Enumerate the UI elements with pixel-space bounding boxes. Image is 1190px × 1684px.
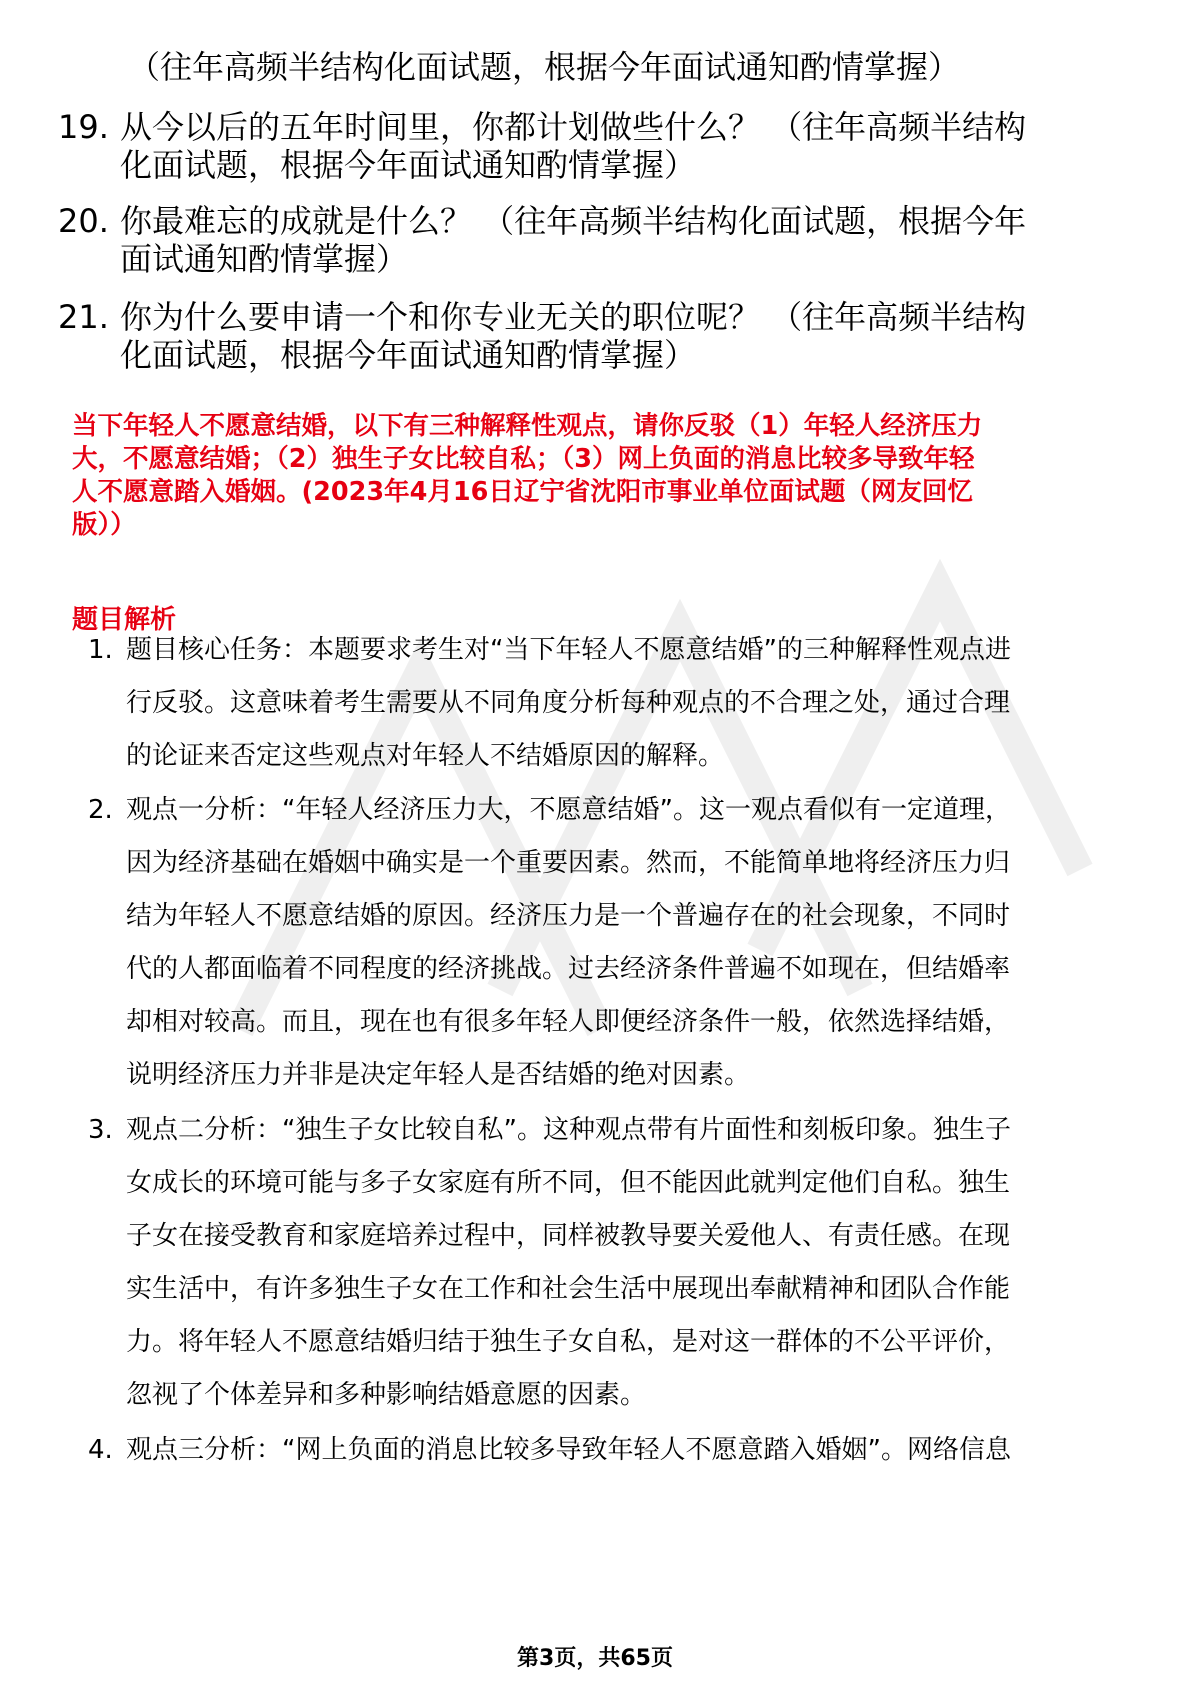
featured-question-line: 人不愿意踏入婚姻。(2023年4月16日辽宁省沈阳市事业单位面试题（网友回忆 (72, 477, 973, 507)
featured-question-line: 当下年轻人不愿意结婚，以下有三种解释性观点，请你反驳（1）年轻人经济压力 (72, 411, 983, 441)
analysis-item-line: 却相对较高。而且，现在也有很多年轻人即便经济条件一般，依然选择结婚， (126, 1007, 1011, 1037)
analysis-item-number: 1. (88, 635, 113, 665)
question-number: 21. (58, 298, 109, 336)
analysis-item-line: 女成长的环境可能与多子女家庭有所不同，但不能因此就判定他们自私。独生 (126, 1168, 1011, 1198)
question-line: 化面试题，根据今年面试通知酌情掌握） (120, 336, 697, 374)
analysis-item-number: 3. (88, 1115, 113, 1145)
question-number: 19. (58, 108, 109, 146)
analysis-item-line: 代的人都面临着不同程度的经济挑战。过去经济条件普遍不如现在，但结婚率 (126, 954, 1011, 984)
analysis-heading: 题目解析 (72, 605, 177, 635)
featured-question-line: 版）） (72, 510, 136, 540)
featured-question-line: 大，不愿意结婚；（2）独生子女比较自私；（3）网上负面的消息比较多导致年轻 (72, 444, 975, 474)
analysis-item-line: 因为经济基础在婚姻中确实是一个重要因素。然而，不能简单地将经济压力归 (126, 848, 1011, 878)
analysis-item-line: 力。将年轻人不愿意结婚归结于独生子女自私，是对这一群体的不公平评价， (126, 1327, 1011, 1357)
analysis-item-line: 观点三分析：“网上负面的消息比较多导致年轻人不愿意踏入婚姻”。网络信息 (126, 1435, 1011, 1465)
analysis-item-number: 2. (88, 795, 113, 825)
question-line: 你最难忘的成就是什么？ （往年高频半结构化面试题，根据今年 (120, 202, 1027, 240)
analysis-item-line: 题目核心任务：本题要求考生对“当下年轻人不愿意结婚”的三种解释性观点进 (126, 635, 1011, 665)
page-footer: 第3页，共65页 (517, 1646, 673, 1671)
analysis-item-line: 实生活中，有许多独生子女在工作和社会生活中展现出奉献精神和团队合作能 (126, 1274, 1011, 1304)
question-line: 面试通知酌情掌握） (120, 240, 409, 278)
analysis-item-line: 的论证来否定这些观点对年轻人不结婚原因的解释。 (126, 741, 725, 771)
question-line: 你为什么要申请一个和你专业无关的职位呢？ （往年高频半结构 (120, 298, 1027, 336)
analysis-item-number: 4. (88, 1435, 113, 1465)
question-number: 20. (58, 202, 109, 240)
question-line: （往年高频半结构化面试题，根据今年面试通知酌情掌握） (128, 48, 961, 86)
question-line: 从今以后的五年时间里，你都计划做些什么？ （往年高频半结构 (120, 108, 1027, 146)
analysis-item-line: 观点一分析：“年轻人经济压力大，不愿意结婚”。这一观点看似有一定道理， (126, 795, 1011, 825)
analysis-item-line: 子女在接受教育和家庭培养过程中，同样被教导要关爱他人、有责任感。在现 (126, 1221, 1011, 1251)
analysis-item-line: 观点二分析：“独生子女比较自私”。这种观点带有片面性和刻板印象。独生子 (126, 1115, 1011, 1145)
analysis-item-line: 忽视了个体差异和多种影响结婚意愿的因素。 (126, 1380, 647, 1410)
analysis-item-line: 结为年轻人不愿意结婚的原因。经济压力是一个普遍存在的社会现象，不同时 (126, 901, 1011, 931)
analysis-item-line: 行反驳。这意味着考生需要从不同角度分析每种观点的不合理之处，通过合理 (126, 688, 1011, 718)
question-line: 化面试题，根据今年面试通知酌情掌握） (120, 146, 697, 184)
analysis-item-line: 说明经济压力并非是决定年轻人是否结婚的绝对因素。 (126, 1060, 751, 1090)
